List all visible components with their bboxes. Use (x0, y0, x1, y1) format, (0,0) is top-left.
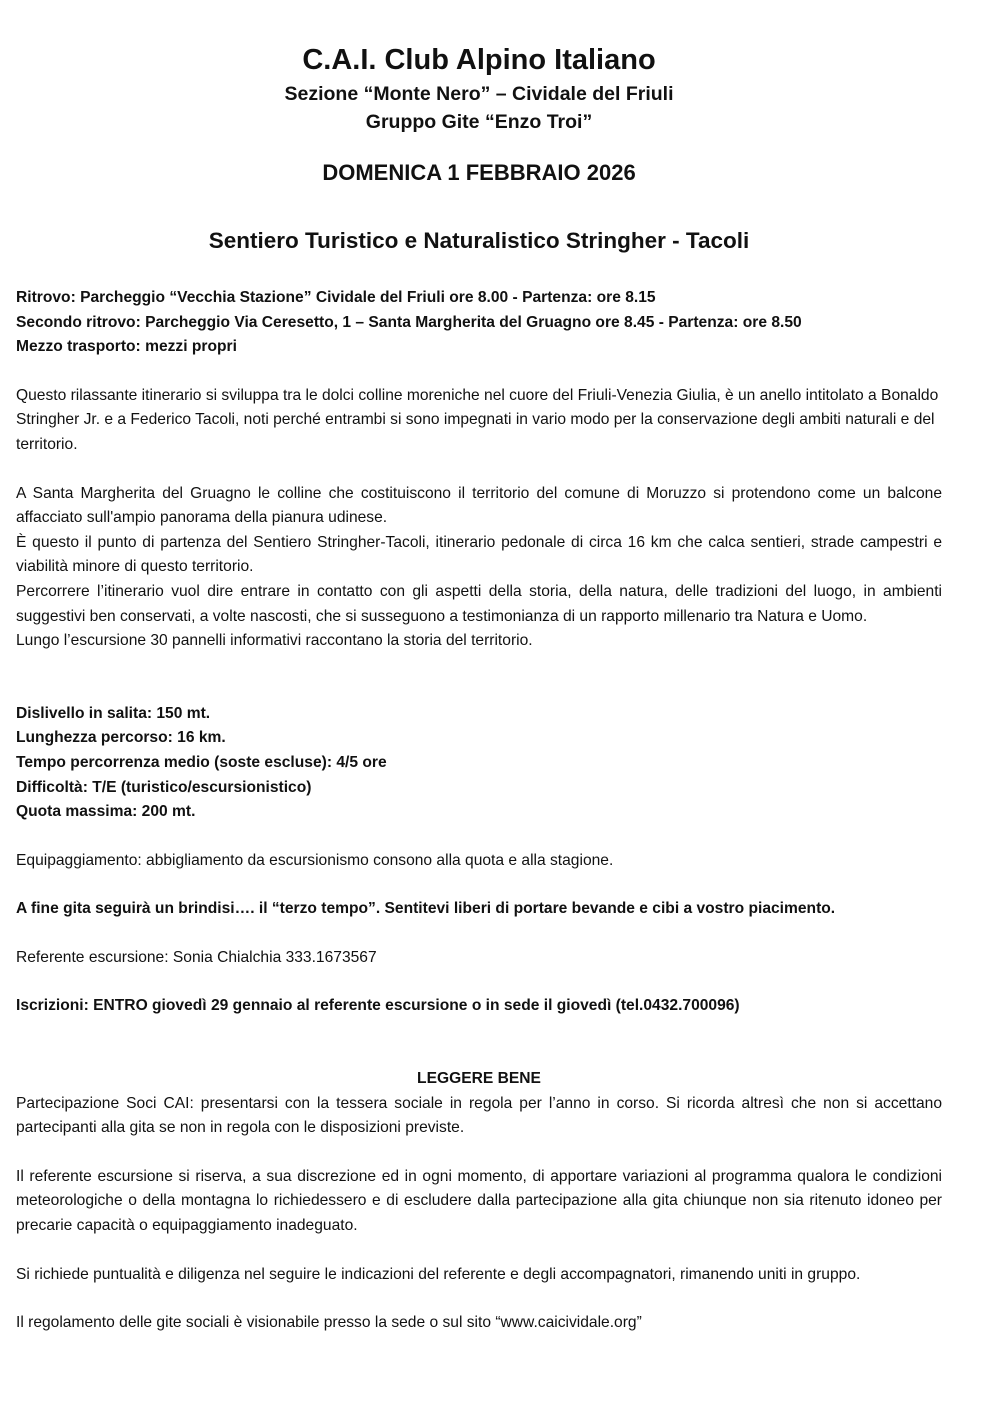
group-name: Gruppo Gite “Enzo Troi” (365, 111, 593, 133)
intro-paragraph: Questo rilassante itinerario si sviluppa tra le dolci colline moreniche nel cuore del Friuli-Venezia Giulia, è un anello intitolato a Bonaldo Stringher Jr. e a Federico Tacoli, noti perché entrambi si sono impegnati in vario modo per la conservazione degli ambiti naturali e del territorio. (16, 386, 939, 453)
equipment-note: Equipaggiamento: abbigliamento da escursionismo consono alla quota e alla stagione. (16, 851, 614, 869)
description-p3: Percorrere l’itinerario vuol dire entrare in contatto con gli aspetti della storia, della natura, delle tradizioni del luogo, in ambienti suggestivi ben conservati, a volte nascosti, che si susseguono a testimonianza di un rapporto millenario tra Natura e Uomo. (16, 582, 942, 625)
description-p4: Lungo l’escursione 30 pannelli informativi raccontano la storia del territorio. (16, 632, 533, 650)
meeting-info (16, 286, 942, 360)
description-p2: È questo il punto di partenza del Sentiero Stringher-Tacoli, itinerario pedonale di circa 16 km che calca sentieri, strade campestri e viabilità minore di questo territorio. (16, 533, 942, 576)
max-altitude-stat: Quota massima: 200 mt. (16, 803, 196, 821)
time-stat: Tempo percorrenza medio (soste escluse): 4/5 ore (16, 753, 387, 771)
first-meeting: Ritrovo: Parcheggio “Vecchia Stazione” Cividale del Friuli ore 8.00 - Partenza: ore 8.15 (16, 289, 656, 306)
document-page (16, 40, 942, 1336)
club-title: C.A.I. Club Alpino Italiano (302, 44, 656, 76)
trail-stats (16, 702, 942, 825)
leader-rights-note: Il referente escursione si riserva, a sua discrezione ed in ogni momento, di apportare variazioni al programma qualora le condizioni meteorologiche o della montagna lo richiedessero e di escludere dalla partecipazione alla gita chiunque non sia ritenuto idoneo per precarie capacità o equipaggiamento inadeguato. (16, 1167, 942, 1235)
section-name: Sezione “Monte Nero” – Cividale del Friuli (284, 83, 674, 105)
event-date: DOMENICA 1 FEBBRAIO 2026 (322, 160, 636, 185)
punctuality-note: Si richiede puntualità e diligenza nel seguire le indicazioni del referente e degli accompagnatori, rimanendo uniti in gruppo. (16, 1265, 861, 1283)
description (16, 384, 942, 654)
transport: Mezzo trasporto: mezzi propri (16, 338, 237, 356)
description-p1: A Santa Margherita del Gruagno le colline che costituiscono il territorio del comune di Moruzzo si protendono come un balcone affacciato sull'ampio panorama della pianura udinese. (16, 484, 942, 527)
registration-info: Iscrizioni: ENTRO giovedì 29 gennaio al referente escursione o in sede il giovedì (tel.0432.700096) (16, 997, 740, 1015)
difficulty-stat: Difficoltà: T/E (turistico/escursionistico) (16, 778, 312, 796)
notice-section (16, 1067, 942, 1336)
length-stat: Lunghezza percorso: 16 km. (16, 729, 226, 747)
second-meeting: Secondo ritrovo: Parcheggio Via Ceresetto, 1 – Santa Margherita del Gruagno ore 8.45 - Partenza: ore 8.50 (16, 313, 802, 331)
contact-info: Referente escursione: Sonia Chialchia 333.1673567 (16, 948, 377, 966)
notice-heading: LEGGERE BENE (417, 1070, 541, 1088)
trail-title: Sentiero Turistico e Naturalistico Stringher - Tacoli (208, 228, 750, 253)
rules-note: Il regolamento delle gite sociali è visionabile presso la sede o sul sito “www.caicividale.org” (16, 1314, 642, 1332)
membership-note: Partecipazione Soci CAI: presentarsi con la tessera sociale in regola per l’anno in corso. Si ricorda altresì che non si accettano partecipanti alla gita se non in regola con le disposizioni previste. (16, 1094, 942, 1137)
end-note: A fine gita seguirà un brindisi…. il “terzo tempo”. Sentitevi liberi di portare bevande e cibi a vostro piacimento. (16, 900, 836, 918)
elevation-stat: Dislivello in salita: 150 mt. (16, 704, 211, 722)
